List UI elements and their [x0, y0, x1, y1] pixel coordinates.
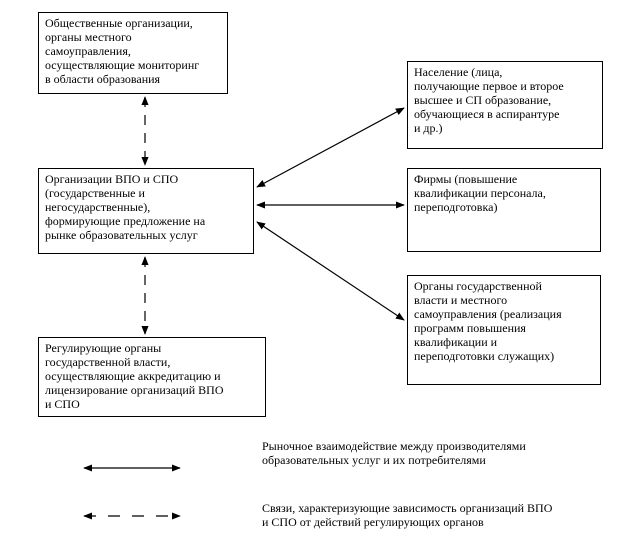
- legend-line: Рыночное взаимодействие между производителями: [262, 439, 526, 453]
- legend-solid-description: [262, 439, 592, 467]
- box-line: квалификации и: [414, 335, 498, 349]
- box-line: (государственные и: [45, 186, 145, 200]
- box-line: рынке образовательных услуг: [45, 228, 198, 242]
- box-line: переподготовки служащих): [414, 349, 555, 363]
- box-line: переподготовка): [414, 200, 498, 214]
- box-firms: [407, 168, 601, 252]
- box-line: самоуправления,: [45, 44, 131, 58]
- box-line: Органы государственной: [414, 279, 542, 293]
- box-line: обучающиеся в аспирантуре: [414, 107, 560, 121]
- box-population: [407, 61, 603, 149]
- box-line: высшее и СП образование,: [414, 93, 552, 107]
- box-line: негосударственные),: [45, 200, 151, 214]
- box-line: осуществляющие мониторинг: [45, 58, 200, 72]
- box-line: самоуправления (реализация: [414, 307, 562, 321]
- box-regulatory-bodies: [38, 337, 266, 417]
- box-line: органы местного: [45, 30, 132, 44]
- legend-line: и СПО от действий регулирующих органов: [262, 515, 484, 529]
- box-line: получающие первое и второе: [414, 79, 564, 93]
- box-line: и СПО: [45, 397, 80, 411]
- legend-line: Связи, характеризующие зависимость организаций ВПО: [262, 501, 553, 515]
- box-line: лицензирование организаций ВПО: [45, 383, 224, 397]
- box-line: и др.): [414, 121, 443, 135]
- box-vpo-spo-organizations: [38, 168, 254, 254]
- box-line: квалификации персонала,: [414, 186, 546, 200]
- legend-dashed-description: [262, 501, 592, 529]
- legend-line: образовательных услуг и их потребителями: [262, 453, 486, 467]
- box-line: формирующие предложение на: [45, 214, 206, 228]
- box-line: Организации ВПО и СПО: [45, 172, 179, 186]
- market-arrow-vpo-to-population: [257, 108, 404, 187]
- box-public-organizations: [38, 12, 228, 94]
- box-line: власти и местного: [414, 293, 508, 307]
- box-line: Регулирующие органы: [45, 341, 162, 355]
- box-line: программ повышения: [414, 321, 526, 335]
- box-line: Население (лица,: [414, 65, 503, 79]
- box-line: в области образования: [45, 72, 161, 86]
- box-line: осуществляющие аккредитацию и: [45, 369, 221, 383]
- box-line: государственной власти,: [45, 355, 171, 369]
- market-arrow-vpo-to-authorities: [257, 222, 404, 320]
- box-line: Общественные организации,: [45, 16, 193, 30]
- box-line: Фирмы (повышение: [414, 172, 518, 186]
- box-government-authorities: [407, 275, 601, 385]
